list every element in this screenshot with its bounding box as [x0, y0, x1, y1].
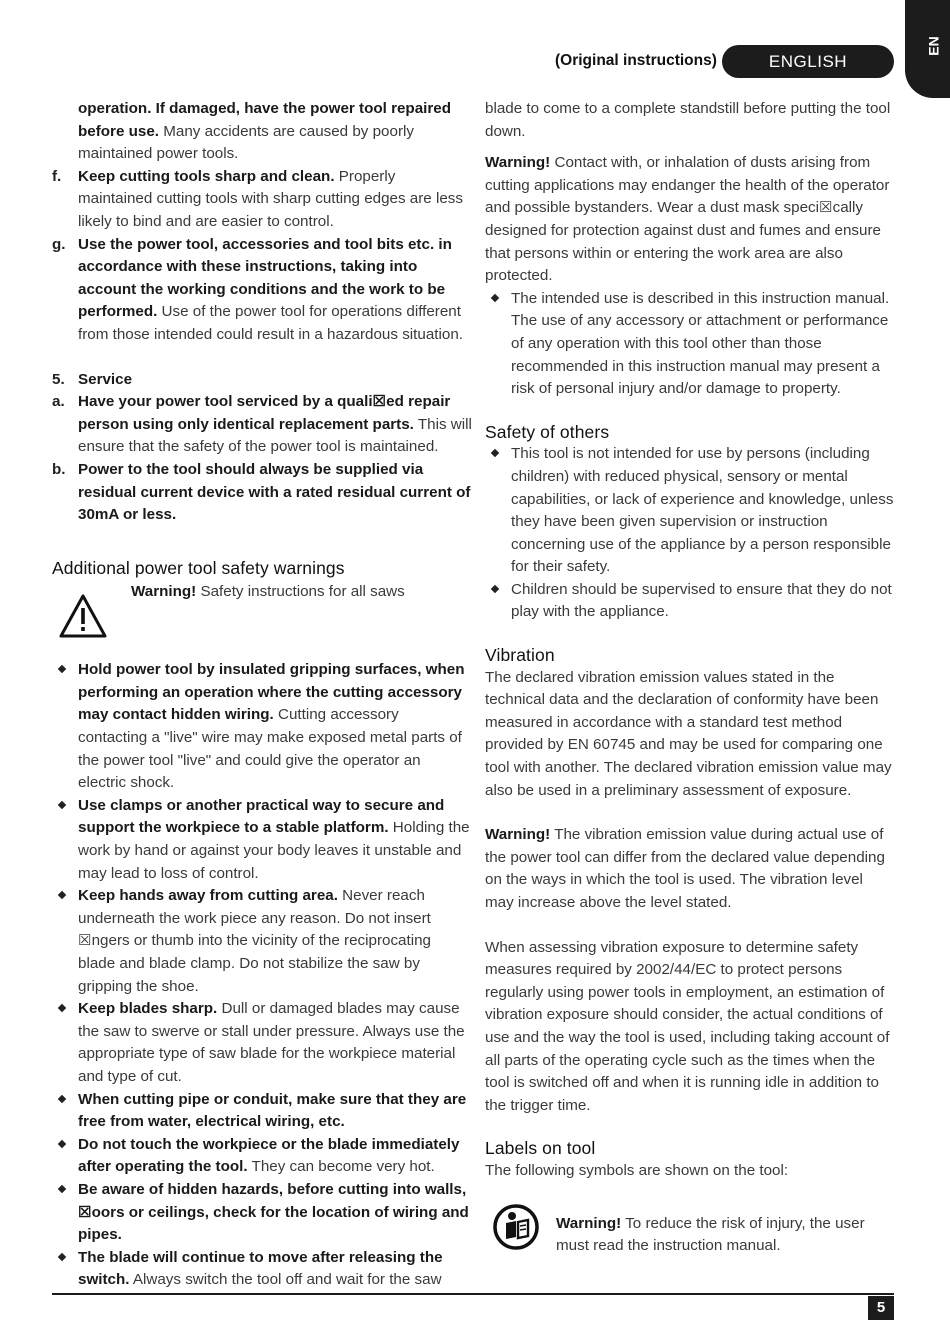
item-f: f. Keep cutting tools sharp and clean. Properly maintained cutting tools with sharp cutting edges are less likely to bind and are easier to control. [52, 167, 463, 230]
labels-intro-text: The following symbols are shown on the tool: [485, 1161, 789, 1179]
bullet-item: Use clamps or another practical way to secure and support the workpiece to a stable platform. Holding the work by hand or against your body leaves it unstable and may lead to loss of control. [52, 795, 472, 885]
original-instructions-label: (Original instructions) [555, 52, 717, 69]
continued-item: operation. If damaged, have the power tool repaired before use. Many accidents are caused by poorly maintained power tools. [78, 100, 452, 163]
page-number: 5 [868, 1296, 894, 1320]
read-manual-text: Warning! To reduce the risk of injury, the user must read the instruction manual. [556, 1214, 865, 1255]
intended-use-bullet: The intended use is described in this instruction manual. The use of any accessory or attachment or performance of any operation with this tool other than those recommended in this instruction manual may present a risk of personal injury and/or damage to property. [485, 288, 895, 401]
item-a: a. Have your power tool serviced by a quali☒ed repair person using only identical replacement parts. This will ensure that the safety of the power tool is maintained. [52, 393, 472, 456]
bullet-diamond-icon [58, 1140, 66, 1148]
item-b: b. Power to the tool should always be supplied via residual current device with a rated residual current of 30mA or less. [52, 460, 471, 524]
language-tab [905, 0, 950, 98]
footer-rule [52, 1293, 894, 1295]
dust-warning: Warning! Contact with, or inhalation of dusts arising from cutting applications may endanger the health of the operator and possible bystanders. Wear a dust mask speci☒cally designed for protection against dust and fumes and ensure that persons within or entering the work area are also protected. [485, 154, 890, 285]
language-tab-label: EN [925, 36, 942, 56]
vibration-heading: Vibration [485, 645, 555, 666]
bullet-diamond-icon [58, 665, 66, 673]
bullet-diamond-icon [491, 294, 499, 302]
bullet-item: Hold power tool by insulated gripping surfaces, when performing an operation where the cutting accessory may contact hidden wiring. Cutting accessory contacting a "live" wire may make exposed metal parts of the power tool "live" and could give the operator an electric shock. [52, 659, 472, 795]
bullet-diamond-icon [58, 891, 66, 899]
labels-on-tool-heading: Labels on tool [485, 1138, 596, 1159]
bullet-item: When cutting pipe or conduit, make sure that they are free from water, electrical wiring, etc. [52, 1089, 472, 1134]
right-column [485, 98, 895, 1273]
bullet-diamond-icon [58, 1095, 66, 1103]
item-g: g. Use the power tool, accessories and tool bits etc. in accordance with these instructions, taking into account the working conditions and the work to be performed. Use of the power tool for operations different from those intended could result in a hazardous situation. [52, 235, 463, 343]
vibration-assessment-text: When assessing vibration exposure to determine safety measures required by 2002/44/EC to protect persons regularly using power tools in employment, an estimation of vibration exposure should consider, the actual conditions of use and the way the tool is used, including taking account of all parts of the operating cycle such as the times when the tool is switched off and when it is running idle in addition to the trigger time. [485, 938, 890, 1114]
safety-of-others-heading: Safety of others [485, 421, 610, 442]
saws-warning [52, 581, 472, 659]
bullet-item: This tool is not intended for use by persons (including children) with reduced physical, sensory or mental capabilities, or lack of experience and knowledge, unless they have been given supervision or instruction concerning use of the appliance by a person responsible for their safety. [485, 443, 895, 579]
bullet-item: Keep blades sharp. Dull or damaged blades may cause the saw to swerve or stall under pressure. Always use the appropriate type of saw blade for the workpiece material and type of cut. [52, 998, 472, 1088]
warning-triangle-icon [58, 593, 108, 639]
continued-text: blade to come to a complete standstill before putting the tool down. [485, 100, 891, 140]
bullet-item: Do not touch the workpiece or the blade immediately after operating the tool. They can become very hot. [52, 1134, 472, 1179]
saws-warning-text: Warning! Safety instructions for all saws [131, 583, 405, 601]
item-g-marker: g. [52, 235, 66, 253]
bullet-diamond-icon [58, 801, 66, 809]
vibration-text: The declared vibration emission values stated in the technical data and the declaration of conformity have been measured in accordance with a standard test method provided by EN 60745 and may be used for comparing one tool with another. The declared vibration emission value may also be used in a preliminary assessment of exposure. [485, 668, 892, 799]
read-manual-label [485, 1203, 895, 1273]
vibration-warning: Warning! The vibration emission value during actual use of the power tool can differ from the declared value depending on the ways in which the tool is used. The vibration level may increase above the level stated. [485, 826, 885, 911]
item-f-marker: f. [52, 167, 62, 185]
bullet-diamond-icon [58, 1253, 66, 1261]
bullet-item: Keep hands away from cutting area. Never reach underneath the work piece any reason. Do not insert ☒ngers or thumb into the vicinity of the reciprocating blade and blade clamp. Do not stabilize the saw by gripping the shoe. [52, 885, 472, 998]
saw-safety-bullets [52, 659, 472, 1292]
language-badge: ENGLISH [722, 45, 894, 78]
bullet-item: Children should be supervised to ensure that they do not play with the appliance. [485, 579, 895, 624]
bullet-diamond-icon [491, 449, 499, 457]
bullet-item: Be aware of hidden hazards, before cutting into walls, ☒oors or ceilings, check for the location of wiring and pipes. [52, 1179, 472, 1247]
bullet-diamond-icon [491, 585, 499, 593]
bullet-diamond-icon [58, 1004, 66, 1012]
section-5-title: 5. Service [52, 370, 133, 388]
bullet-item: The blade will continue to move after releasing the switch. Always switch the tool off and wait for the saw [52, 1247, 472, 1292]
additional-warnings-heading: Additional power tool safety warnings [52, 557, 345, 578]
item-b-marker: b. [52, 460, 66, 478]
bullet-diamond-icon [58, 1185, 66, 1193]
read-manual-icon [492, 1203, 540, 1251]
left-column [52, 98, 472, 1292]
item-a-marker: a. [52, 393, 65, 411]
